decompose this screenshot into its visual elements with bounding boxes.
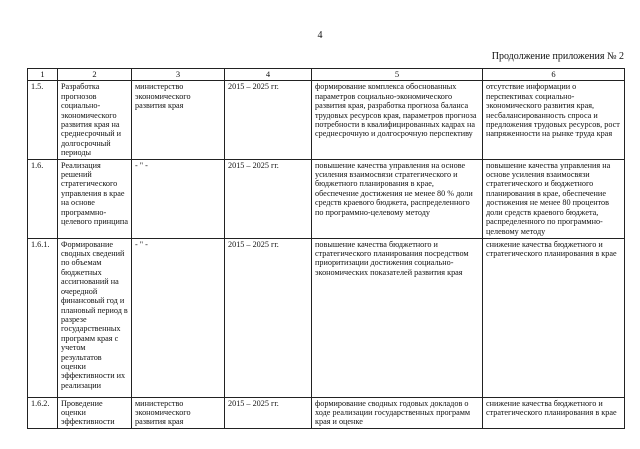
table-row [28,397,625,428]
consequences: повышение качества управления на основе усиления взаимосвязи стратегического и бюджетного планирования в крае, обеспечение достижения не менее 80 процентов доли средств краевого бюджета, распределенного по программно-целевому методу [483,159,625,238]
expected-result: повышение качества бюджетного и стратегического планирования посредством приоритизации достижения социально-экономических показателей развития края [312,238,483,397]
header-col-6: 6 [483,69,625,81]
table-row [28,238,625,397]
executor: - " - [132,238,225,397]
measure-name: Реализация решений стратегического управления в крае на основе программно-целевого принципа [58,159,132,238]
consequences: снижение качества бюджетного и стратегического планирования в крае [483,238,625,397]
page-number: 4 [317,30,323,41]
measure-name: Разработка прогнозов социально-экономического развития края на среднесрочный и долгосрочный периоды [58,81,132,159]
consequences: отсутствие информации о перспективах социально-экономического развития края, несбалансированность спроса и предложения трудовых ресурсов, рост напряженности на рынке труда края [483,81,625,159]
expected-result: формирование сводных годовых докладов о ходе реализации государственных программ края и оценке [312,397,483,428]
row-number: 1.5. [28,81,58,159]
measure-name: Формирование сводных сведений по объемам бюджетных ассигнований на очередной финансовый год и плановый период в разрезе государственных программ края с учетом результатов оценки эффективности их реализации [58,238,132,397]
measures-table [27,68,625,429]
table-header-row [28,69,625,81]
executor: - " - [132,159,225,238]
period: 2015 – 2025 гг. [225,81,312,159]
table-row [28,81,625,159]
row-number: 1.6.2. [28,397,58,428]
row-number: 1.6. [28,159,58,238]
expected-result: повышение качества управления на основе усиления взаимосвязи стратегического и бюджетного планирования в крае, обеспечение достижения не менее 80 % доли средств краевого бюджета, распределенного по программно-целевому методу [312,159,483,238]
period: 2015 – 2025 гг. [225,238,312,397]
executor: министерство экономического развития края [132,397,225,428]
row-number: 1.6.1. [28,238,58,397]
header-col-1: 1 [28,69,58,81]
header-col-3: 3 [132,69,225,81]
consequences: снижение качества бюджетного и стратегического планирования в крае [483,397,625,428]
measure-name: Проведение оценки эффективности [58,397,132,428]
header-col-4: 4 [225,69,312,81]
period: 2015 – 2025 гг. [225,159,312,238]
executor: министерство экономического развития края [132,81,225,159]
header-col-5: 5 [312,69,483,81]
appendix-caption: Продолжение приложения № 2 [491,51,624,62]
period: 2015 – 2025 гг. [225,397,312,428]
expected-result: формирование комплекса обоснованных параметров социально-экономического развития края, разработка прогноза баланса трудовых ресурсов края, параметров прогноза потребности в квалифицированных кадрах на среднесрочную и долгосрочную перспективу [312,81,483,159]
header-col-2: 2 [58,69,132,81]
table-row [28,159,625,238]
